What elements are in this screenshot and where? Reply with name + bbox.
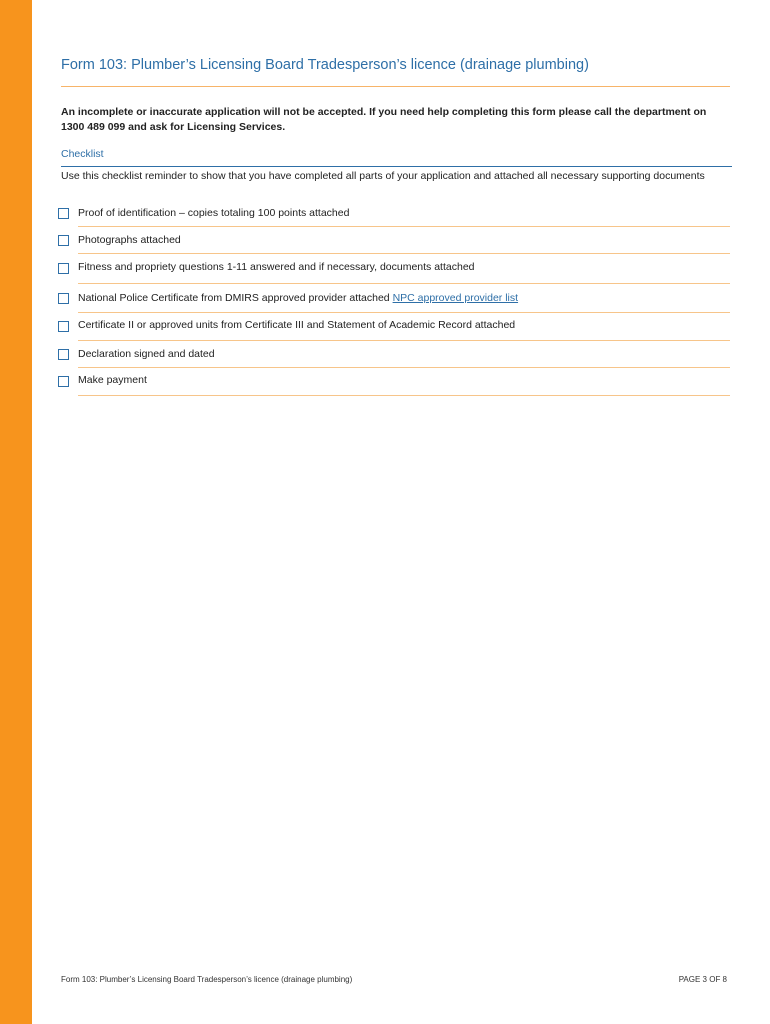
checklist-heading-divider (61, 166, 732, 167)
checklist-item-label: Fitness and propriety questions 1-11 answered and if necessary, documents attached (78, 261, 475, 273)
checkbox-proof-of-identification[interactable] (58, 208, 69, 219)
item-divider (78, 340, 730, 341)
item-divider (78, 283, 730, 284)
checkbox-payment[interactable] (58, 376, 69, 387)
checklist-heading: Checklist (61, 148, 104, 160)
checkbox-certificate[interactable] (58, 321, 69, 332)
checklist-intro: Use this checklist reminder to show that you have completed all parts of your application and attached all necessary supporting documents (61, 170, 705, 182)
item-divider (78, 226, 730, 227)
checkbox-photographs[interactable] (58, 235, 69, 246)
police-certificate-text: National Police Certificate from DMIRS approved provider attached (78, 292, 390, 304)
npc-approved-provider-link[interactable]: NPC approved provider list (392, 292, 519, 304)
item-divider (78, 253, 730, 254)
intro-notice: An incomplete or inaccurate application will not be accepted. If you need help completing this form please call the department on 1300 489 099 and ask for Licensing Services. (61, 106, 707, 133)
checklist-item-label: Proof of identification – copies totaling 100 points attached (78, 207, 350, 219)
page-title: Form 103: Plumber’s Licensing Board Tradesperson’s licence (drainage plumbing) (61, 57, 589, 73)
checkbox-declaration[interactable] (58, 349, 69, 360)
checkbox-fitness-propriety[interactable] (58, 263, 69, 274)
footer-page-number: PAGE 3 OF 8 (678, 975, 727, 984)
item-divider (78, 312, 730, 313)
checklist-item-label: Make payment (78, 374, 147, 386)
title-divider (61, 86, 730, 87)
footer-form-name: Form 103: Plumber’s Licensing Board Tradesperson’s licence (drainage plumbing) (61, 975, 353, 984)
checklist-item-label: Declaration signed and dated (78, 348, 215, 360)
checkbox-police-certificate[interactable] (58, 293, 69, 304)
checklist-item-label (78, 292, 518, 304)
checklist-item-label: Photographs attached (78, 234, 181, 246)
side-accent-bar (0, 0, 32, 1024)
item-divider (78, 367, 730, 368)
checklist-item-label: Certificate II or approved units from Certificate III and Statement of Academic Record attached (78, 319, 516, 331)
item-divider (78, 395, 730, 396)
